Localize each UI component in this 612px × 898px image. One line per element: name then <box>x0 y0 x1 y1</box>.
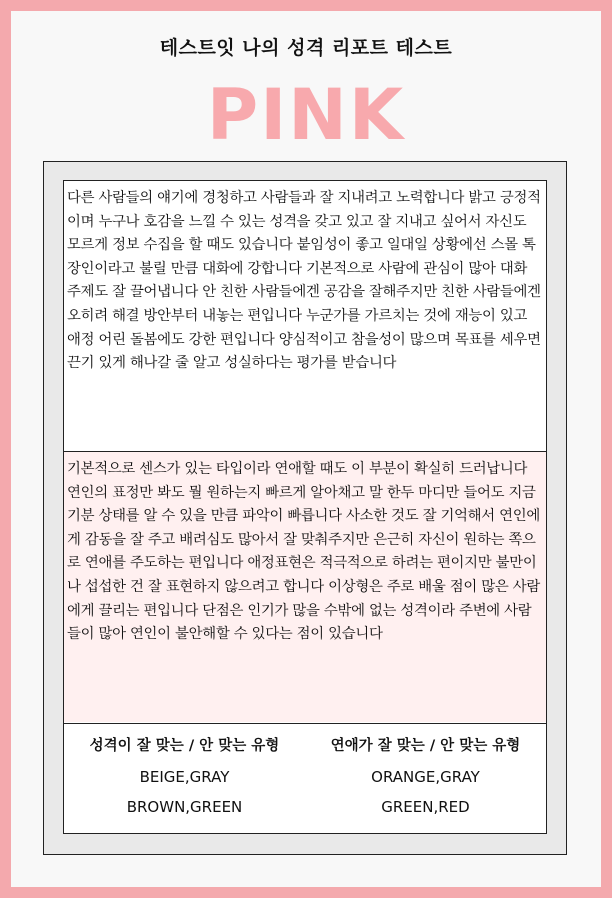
personality-bad-match: BROWN,GREEN <box>126 798 243 816</box>
report-content <box>63 180 547 834</box>
personality-paragraph: 다른 사람들의 얘기에 경청하고 사람들과 잘 지내려고 노력합니다 밝고 긍정적이며 누구나 호감을 느낄 수 있는 성격을 갖고 있고 잘 지내고 싶어서 자신도 모르게 정보 수집을 할 때도 있습니다 붙임성이 좋고 일대일 상황에선 스몰 톡 장인이라고 불릴 만큼 대화에 강합니다 기본적으로 사람에 관심이 많아 대화 주제도 잘 끌어냅니다 안 친한 사람들에겐 공감을 잘해주지만 친한 사람들에겐 오히려 해결 방안부터 내놓는 편입니다 누군가를 가르치는 것에 재능이 있고 애정 어린 돌봄에도 강한 편입니다 양심적이고 참을성이 많으며 목표를 세우면 끈기 있게 해나갈 줄 알고 성실하다는 평가를 받습니다 <box>64 181 546 451</box>
page-title: 테스트잇 나의 성격 리포트 테스트 <box>159 37 453 59</box>
romance-good-match: ORANGE,GRAY <box>371 768 480 786</box>
romance-paragraph: 기본적으로 센스가 있는 타입이라 연애할 때도 이 부분이 확실히 드러납니다 연인의 표정만 봐도 뭘 원하는지 빠르게 알아채고 말 한두 마디만 들어도 지금 기분 상태를 알 수 있을 만큼 파악이 빠릅니다 사소한 것도 잘 기억해서 연인에게 감동을 잘 주고 배려심도 많아서 잘 맞춰주지만 은근히 자신이 원하는 쪽으로 연애를 주도하는 편입니다 애정표현은 적극적으로 하려는 편이지만 불만이나 섭섭한 건 잘 표현하지 않으려고 합니다 이상형은 주로 배울 점이 많은 사람에게 끌리는 편입니다 단점은 인기가 많을 수밖에 없는 성격이라 주변에 사람들이 많아 연인이 불안해할 수 있다는 점이 있습니다 <box>64 452 546 722</box>
result-color-headline: PINK <box>206 74 406 156</box>
report-frame <box>43 161 567 855</box>
romance-compat-column <box>305 724 546 822</box>
personality-good-match: BEIGE,GRAY <box>139 768 230 786</box>
romance-bad-match: GREEN,RED <box>381 798 470 816</box>
personality-compat-heading: 성격이 잘 맞는 / 안 맞는 유형 <box>89 738 280 754</box>
personality-compat-column <box>64 724 305 822</box>
report-card <box>11 11 601 887</box>
romance-compat-heading: 연애가 잘 맞는 / 안 맞는 유형 <box>330 738 521 754</box>
compatibility-section <box>64 724 546 832</box>
